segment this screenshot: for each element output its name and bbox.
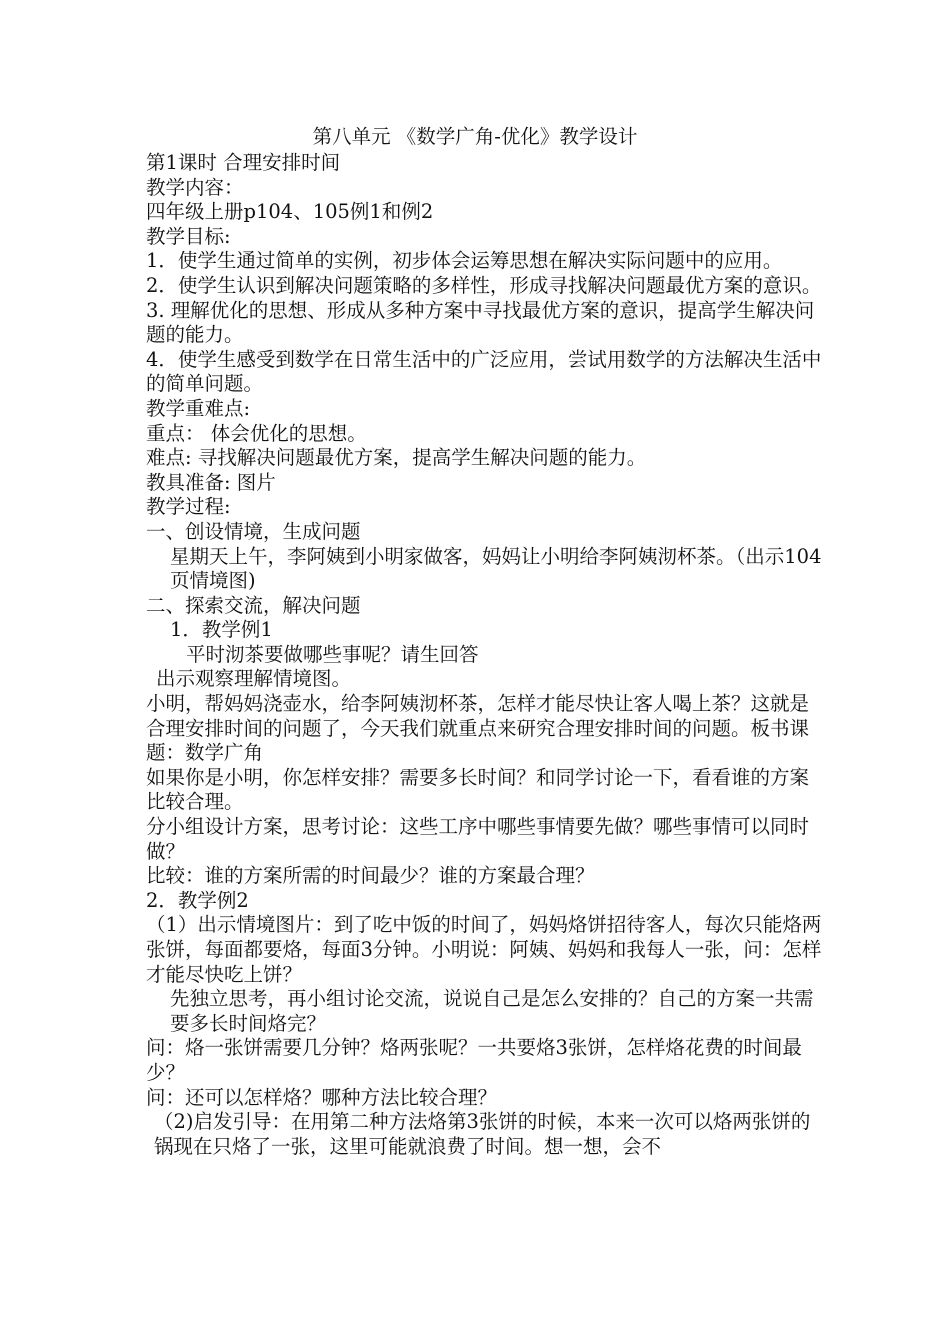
section-label: 教学目标: xyxy=(146,224,231,248)
document-body xyxy=(146,151,826,1159)
objective-item: 2．使学生认识到解决问题策略的多样性，形成寻找解决问题最优方案的意识。 xyxy=(146,273,822,297)
section-heading: 二、探索交流，解决问题 xyxy=(146,593,361,617)
paragraph: 问：烙一张饼需要几分钟？烙两张呢？一共要烙3张饼，怎样烙花费的时间最少？ xyxy=(146,1036,802,1084)
objective-item: 1．使学生通过简单的实例，初步体会运筹思想在解决实际问题中的应用。 xyxy=(146,249,783,273)
section-label: 教学重难点: xyxy=(146,396,251,420)
paragraph: 四年级上册p104、105例1和例2 xyxy=(146,200,434,224)
section-label: 教学内容： xyxy=(146,175,244,199)
objective-item: 4．使学生感受到数学在日常生活中的广泛应用，尝试用数学的方法解决生活中的简单问题。 xyxy=(146,347,822,396)
paragraph: （2)启发引导：在用第二种方法烙第3张饼的时候，本来一次可以烙两张饼的锅现在只烙了一张，这里可能就浪费了时间。想一想，会不 xyxy=(154,1110,811,1158)
paragraph: （1）出示情境图片：到了吃中饭的时间了，妈妈烙饼招待客人，每次只能烙两张饼，每面都要烙，每面3分钟。小明说：阿姨、妈妈和我每人一张，问：怎样才能尽快吃上饼？ xyxy=(146,913,822,986)
document-title: 第八单元 《数学广角-优化》教学设计 xyxy=(312,125,638,148)
section-label: 教学过程: xyxy=(146,495,231,519)
paragraph: 如果你是小明，你怎样安排？需要多长时间？和同学讨论一下，看看谁的方案比较合理。 xyxy=(146,765,810,814)
paragraph: 重点： 体会优化的思想。 xyxy=(146,421,367,445)
paragraph: 小明，帮妈妈浇壶水，给李阿姨沏杯茶，怎样才能尽快让客人喝上茶？这就是合理安排时间的问题了，今天我们就重点来研究合理安排时间的问题。板书课题：数学广角 xyxy=(146,692,810,765)
paragraph: 出示观察理解情境图。 xyxy=(156,667,352,691)
paragraph: 比较：谁的方案所需的时间最少？谁的方案最合理？ xyxy=(146,864,595,888)
paragraph: 问：还可以怎样烙？哪种方法比较合理？ xyxy=(146,1085,498,1109)
lesson-heading: 第1课时 合理安排时间 xyxy=(146,151,341,174)
paragraph: 平时沏茶要做哪些事呢？请生回答 xyxy=(186,642,479,666)
paragraph: 分小组设计方案，思考讨论：这些工序中哪些事情要先做？哪些事情可以同时做？ xyxy=(146,815,810,863)
paragraph: 教具准备: 图片 xyxy=(146,470,276,494)
subsection-heading: 1．教学例1 xyxy=(170,618,273,642)
paragraph: 难点: 寻找解决问题最优方案，提高学生解决问题的能力。 xyxy=(146,446,647,470)
subsection-heading: 2．教学例2 xyxy=(146,888,249,912)
paragraph: 星期天上午，李阿姨到小明家做客，妈妈让小明给李阿姨沏杯茶。（出示104页情境图) xyxy=(170,544,822,593)
paragraph: 先独立思考，再小组讨论交流，说说自己是怎么安排的？自己的方案一共需要多长时间烙完？ xyxy=(170,987,814,1035)
section-heading: 一、创设情境，生成问题 xyxy=(146,519,361,543)
objective-item: 3. 理解优化的思想、形成从多种方案中寻找最优方案的意识，提高学生解决问题的能力。 xyxy=(146,298,815,347)
